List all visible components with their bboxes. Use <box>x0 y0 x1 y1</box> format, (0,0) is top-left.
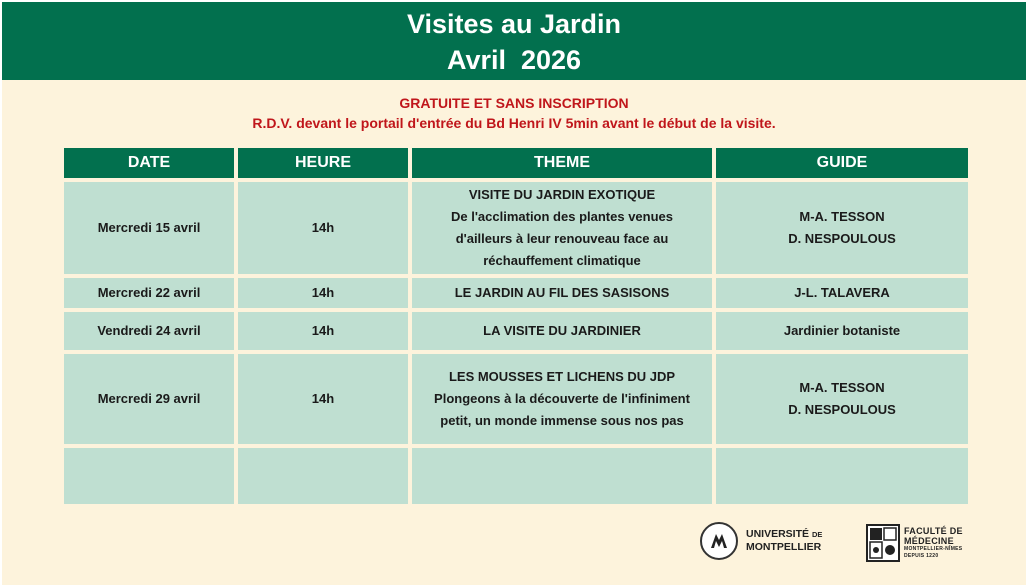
faculty-name-line3: MONTPELLIER-NÎMES <box>904 546 963 552</box>
theme-description: petit, un monde immense sous nos pas <box>440 413 684 428</box>
poster <box>2 2 1026 585</box>
time-cell: 14h <box>238 182 408 274</box>
date-cell: Mercredi 15 avril <box>64 182 234 274</box>
guide-name: Jardinier botaniste <box>783 323 901 338</box>
date-cell: Mercredi 22 avril <box>64 278 234 308</box>
theme-title: VISITE DU JARDIN EXOTIQUE <box>468 187 656 202</box>
time-cell: 14h <box>238 312 408 350</box>
theme-title: LE JARDIN AU FIL DES SASISONS <box>454 285 670 300</box>
page-title: Visites au Jardin <box>406 9 622 39</box>
title-banner <box>2 2 1026 80</box>
theme-description: d'ailleurs à leur renouveau face au <box>455 231 669 246</box>
notice-meeting-point: R.D.V. devant le portail d'entrée du Bd Henri IV 5min avant le début de la visite. <box>252 115 776 131</box>
guide-name: D. NESPOULOUS <box>788 231 896 246</box>
schedule-table <box>60 144 972 508</box>
time-cell: 14h <box>238 354 408 444</box>
theme-title: LES MOUSSES ET LICHENS DU JDP <box>448 369 676 384</box>
table-row <box>64 182 968 274</box>
page-subtitle-month: Avril 2026 <box>446 45 582 75</box>
guide-cell <box>716 448 968 504</box>
header-heure: HEURE <box>238 148 408 178</box>
date-cell: Mercredi 29 avril <box>64 354 234 444</box>
theme-cell <box>412 278 712 308</box>
table-row <box>64 312 968 350</box>
table-row <box>64 354 968 444</box>
date-cell <box>64 448 234 504</box>
guide-cell <box>716 354 968 444</box>
header-theme: THEME <box>412 148 712 178</box>
theme-description: Plongeons à la découverte de l'infiniment <box>434 391 690 406</box>
university-name <box>746 528 822 554</box>
theme-title: LA VISITE DU JARDINIER <box>483 323 641 338</box>
time-cell: 14h <box>238 278 408 308</box>
university-name-line2: MONTPELLIER <box>746 541 822 553</box>
university-seal-icon <box>700 522 738 560</box>
theme-cell <box>412 182 712 274</box>
header-guide: GUIDE <box>716 148 968 178</box>
table-header-row <box>64 148 968 178</box>
faculty-name-line4: DEPUIS 1220 <box>904 553 939 559</box>
theme-cell <box>412 312 712 350</box>
header-date: DATE <box>64 148 234 178</box>
time-cell <box>238 448 408 504</box>
faculty-name-line1: FACULTÉ DE <box>904 526 963 536</box>
universite-montpellier-logo <box>700 522 825 566</box>
theme-description: De l'acclimation des plantes venues <box>450 209 673 224</box>
guide-name: D. NESPOULOUS <box>788 402 896 417</box>
guide-name: J-L. TALAVERA <box>794 285 890 300</box>
university-name-de: DE <box>811 530 823 539</box>
guide-name: M-A. TESSON <box>799 380 885 395</box>
notice-free: GRATUITE ET SANS INSCRIPTION <box>399 95 629 111</box>
guide-name: M-A. TESSON <box>799 209 885 224</box>
university-name-line1: UNIVERSITÉ <box>746 528 810 540</box>
table-row-empty <box>64 448 968 504</box>
date-cell: Vendredi 24 avril <box>64 312 234 350</box>
table-row <box>64 278 968 308</box>
guide-cell <box>716 182 968 274</box>
faculty-name <box>904 526 963 560</box>
theme-cell <box>412 354 712 444</box>
theme-description: réchauffement climatique <box>483 253 641 268</box>
theme-cell <box>412 448 712 504</box>
guide-cell <box>716 312 968 350</box>
faculte-medecine-logo <box>866 522 966 566</box>
faculty-crest-icon <box>866 524 900 562</box>
guide-cell <box>716 278 968 308</box>
faculty-name-line2: MÉDECINE <box>904 536 954 546</box>
